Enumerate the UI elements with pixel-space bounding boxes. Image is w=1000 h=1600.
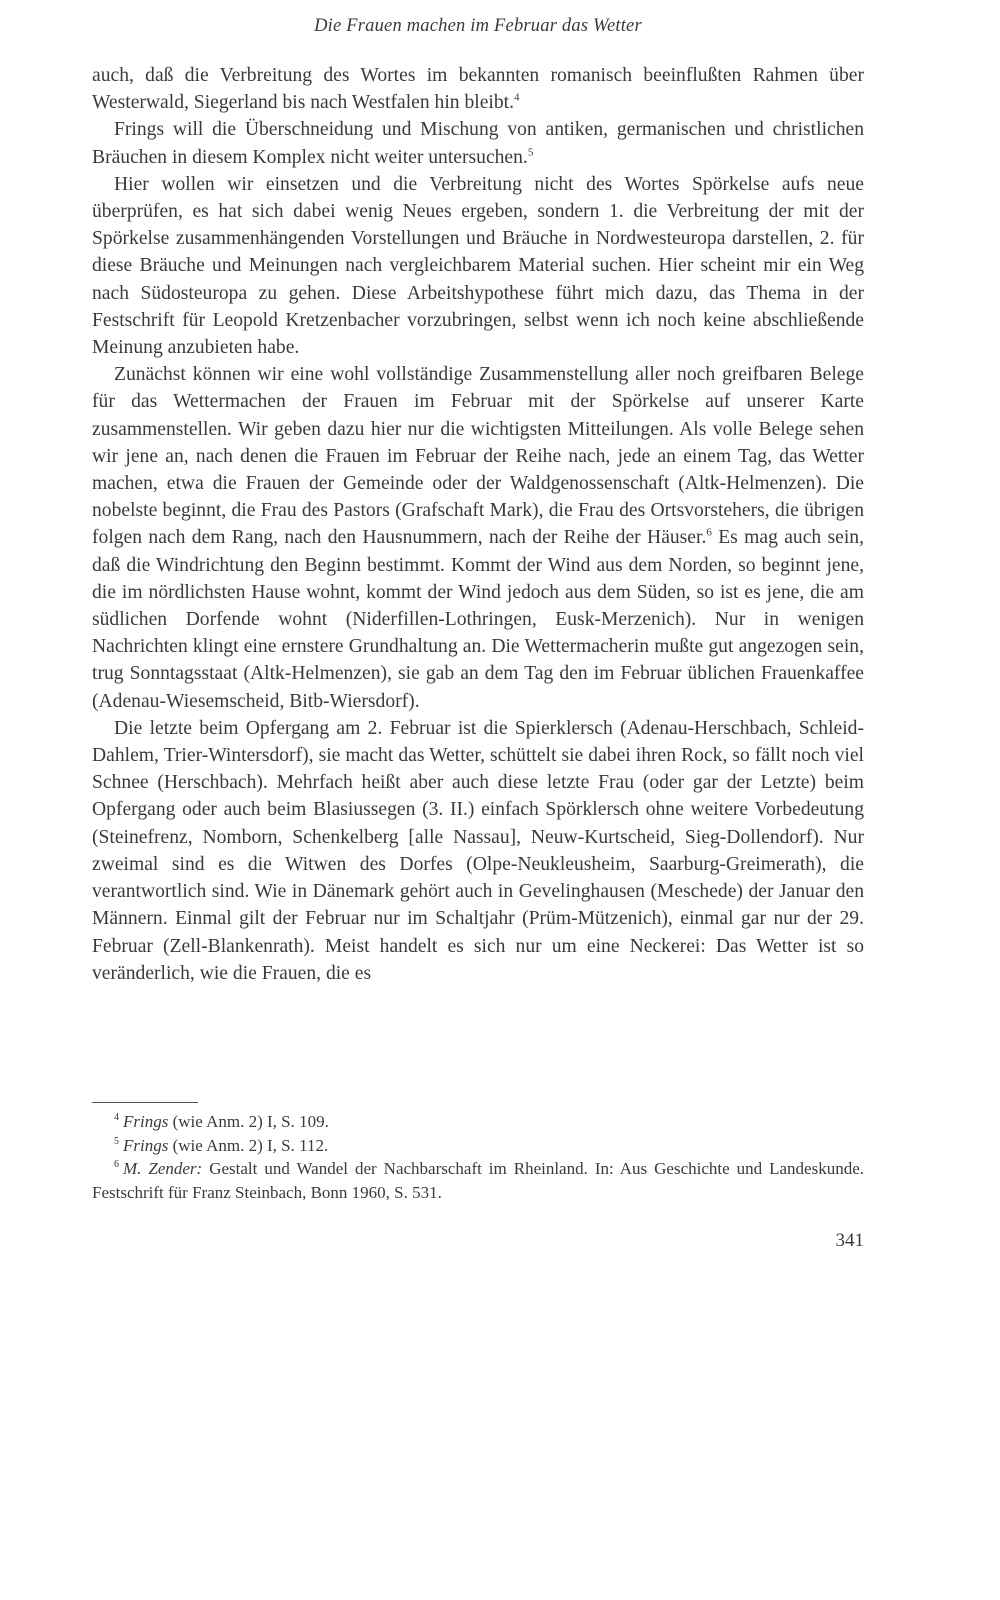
footnote-ref-6[interactable]: 6 bbox=[706, 526, 712, 539]
footnote-ref-4[interactable]: 4 bbox=[513, 91, 520, 104]
footnote-5 bbox=[92, 1134, 864, 1158]
page-number: 341 bbox=[835, 1230, 864, 1251]
paragraph-1 bbox=[92, 62, 864, 116]
footnote-6 bbox=[92, 1157, 864, 1204]
footnote-text: Gestalt und Wandel der Nachbarschaft im Rheinland. In: Aus Geschichte und Landeskunde. Festschrift für Franz Steinbach, Bonn 1960, S. 531. bbox=[92, 1159, 864, 1202]
footnote-number: 4 bbox=[114, 1112, 119, 1124]
footnote-ref-5[interactable]: 5 bbox=[527, 146, 534, 159]
paragraph-text: Hier wollen wir einsetzen und die Verbreitung nicht des Wortes Spörkelse aufs neue überprüfen, es hat sich dabei wenig Neues ergeben, sondern 1. die Verbreitung der mit der Spörkelse zusammenhängenden Vorstellungen und Bräuche in Nordwesteuropa darstellen, 2. für diese Bräuche und Meinungen nach vergleichbarem Material suchen. Hier scheint mir ein Weg nach Südosteuropa zu gehen. Diese Arbeitshypothese führt mich dazu, das Thema in der Festschrift für Leopold Kretzenbacher vorzubringen, selbst wenn ich noch keine abschließende Meinung anzubieten habe. bbox=[92, 173, 864, 359]
footnote-text: (wie Anm. 2) I, S. 109. bbox=[168, 1112, 329, 1131]
paragraph-text: Zunächst können wir eine wohl vollständige Zusammenstellung aller noch greifbaren Belege für das Wettermachen der Frauen im Februar mit der Spörkelse auf unserer Karte zusammenstellen. Wir geben dazu hier nur die wichtigsten Mitteilungen. Als volle Belege sehen wir jene an, nach denen die Frauen im Februar der Reihe nach, jede an einem Tag, das Wetter machen, etwa die Frauen der Gemeinde oder der Waldgenossenschaft (Altk-Helmenzen). Die nobelste beginnt, die Frau des Pastors (Grafschaft Mark), die Frau des Ortsvorstehers, die übrigen folgen nach dem Rang, nach den Hausnummern, nach der Reihe der Häuser. bbox=[92, 364, 864, 549]
footnote-divider bbox=[92, 1102, 198, 1103]
paragraph-text: Frings will die Überschneidung und Mischung von antiken, germanischen und christlichen Bräuchen in diesem Komplex nicht weiter untersuchen. bbox=[92, 119, 864, 168]
footnote-number: 6 bbox=[114, 1159, 119, 1171]
running-head: Die Frauen machen im Februar das Wetter bbox=[314, 16, 642, 36]
footnote-author: Frings bbox=[123, 1135, 169, 1155]
body-text bbox=[92, 62, 864, 987]
paragraph-text: Die letzte beim Opfergang am 2. Februar ist die Spierklersch (Adenau-Herschbach, Schleid-Dahlem, Trier-Wintersdorf), sie macht das Wetter, schüttelt sie dabei ihren Rock, so fällt noch viel Schnee (Herschbach). Mehrfach heißt aber auch diese letzte Frau (oder gar der Letzte) beim Opfergang oder auch beim Blasiussegen (3. II.) einfach Spörklersch ohne weitere Vorbedeutung (Steinefrenz, Nomborn, Schenkelberg [alle Nassau], Neuw-Kurtscheid, Sieg-Dollendorf). Nur zweimal sind es die Witwen des Dorfes (Olpe-Neukleusheim, Saarburg-Greimerath), die verantwortlich sind. Wie in Dänemark gehört auch in Gevelinghausen (Meschede) der Januar den Männern. Einmal gilt der Februar nur im Schaltjahr (Prüm-Mützenich), einmal gar nur der 29. Februar (Zell-Blankenrath). Meist handelt es sich nur um eine Neckerei: Das Wetter ist so veränderlich, wie die Frauen, die es bbox=[92, 717, 864, 984]
footnote-author: M. Zender: bbox=[123, 1159, 203, 1178]
footnote-author: Frings bbox=[123, 1112, 169, 1131]
paragraph-text: Es mag auch sein, daß die Windrichtung den Beginn bestimmt. Kommt der Wind aus dem Norden, so beginnt jene, die im nördlichsten Hause wohnt, kommt der Wind jedoch aus dem Süden, so ist es jene, die am südlichen Dorfende wohnt (Niderfillen-Lothringen, Eusk-Merzenich). Nur in wenigen Nachrichten klingt eine ernstere Grundhaltung an. Die Wettermacherin mußte gut angezogen sein, trug Sonntagsstaat (Altk-Helmenzen), sie gab an dem Tag den im Februar üblichen Frauenkaffee (Adenau-Wiesemscheid, Bitb-Wiersdorf). bbox=[92, 527, 864, 712]
paragraph-3 bbox=[92, 171, 864, 361]
footnote-text: (wie Anm. 2) I, S. 112. bbox=[168, 1135, 329, 1155]
paragraph-4 bbox=[92, 361, 864, 715]
footnotes bbox=[92, 1110, 864, 1204]
paragraph-text: auch, daß die Verbreitung des Wortes im bekannten romanisch beeinflußten Rahmen über Westerwald, Siegerland bis nach Westfalen hin bleibt. bbox=[92, 65, 864, 114]
footnote-4 bbox=[92, 1110, 864, 1134]
paragraph-5 bbox=[92, 715, 864, 987]
footnote-number: 5 bbox=[114, 1135, 119, 1147]
paragraph-2 bbox=[92, 116, 864, 170]
